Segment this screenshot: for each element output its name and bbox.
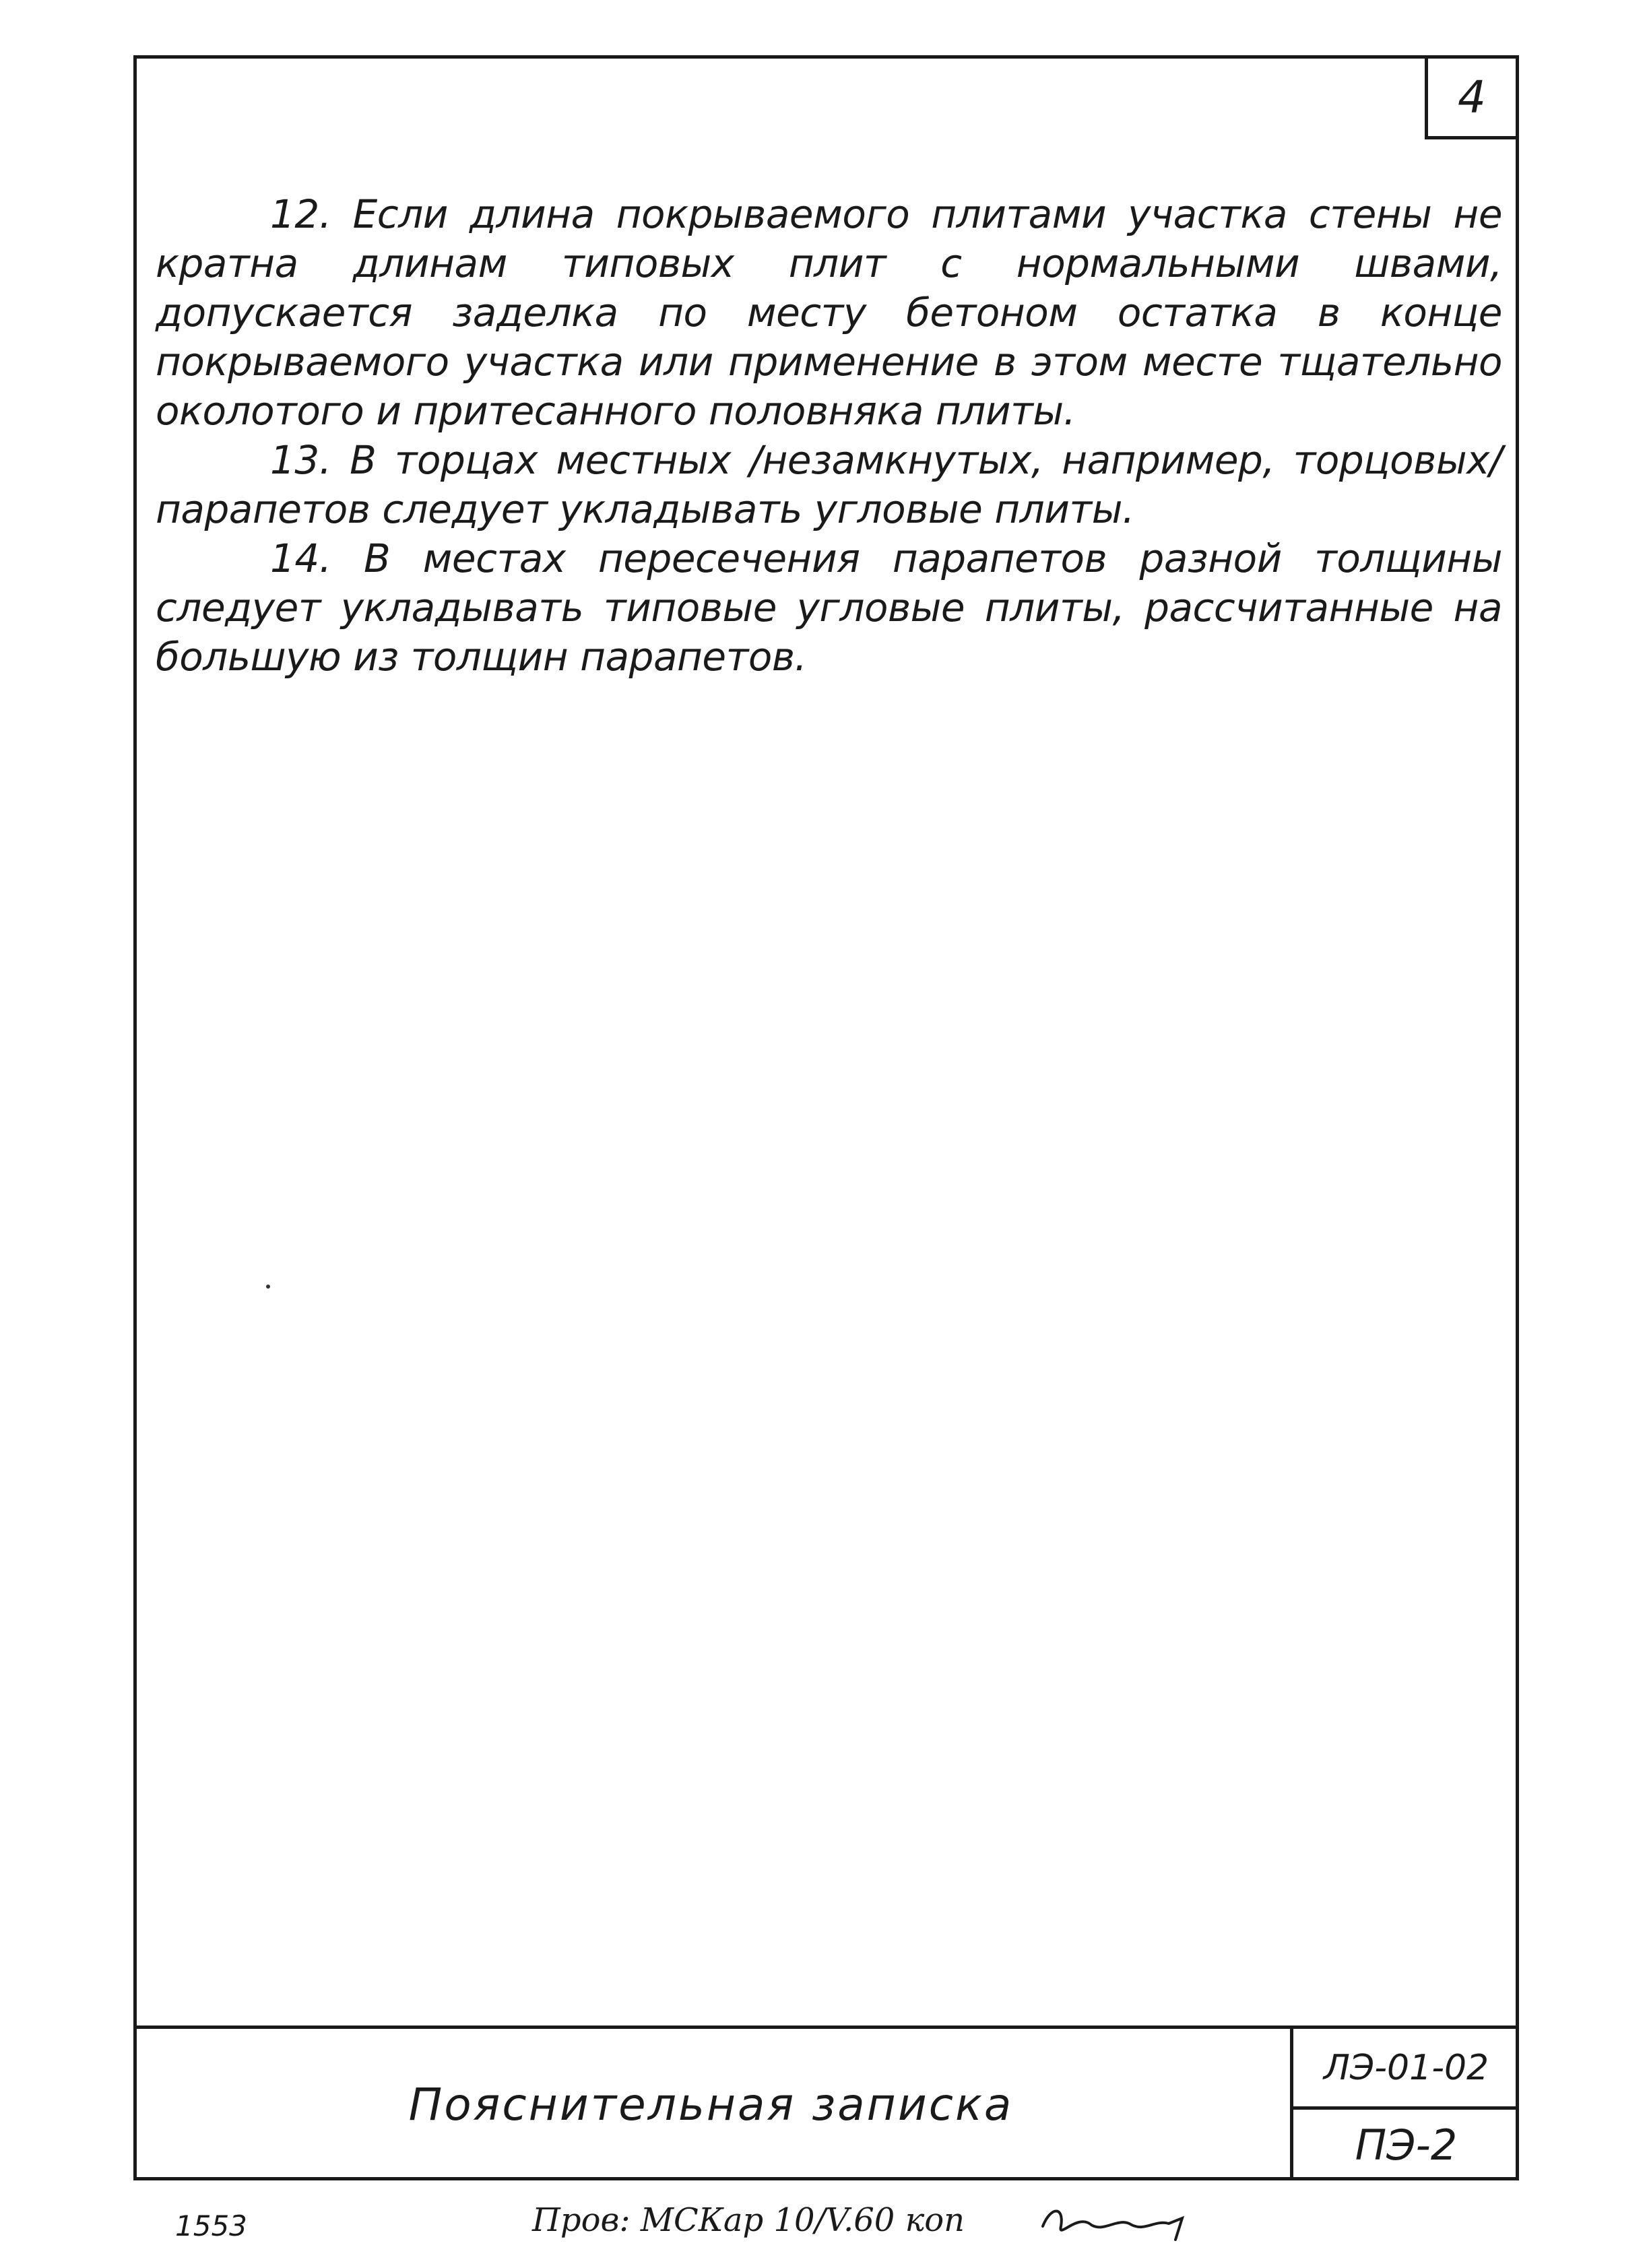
- footer-number: 1553: [175, 2209, 247, 2242]
- drawing-sheet: [133, 55, 1519, 2180]
- paragraph-12: 12. Если длина покрываемого плитами участка стены не кратна длинам типовых плит с нормальными швами, допускается заделка по месту бетоном остатка в конце покрываемого участка или применение в этом месте тщательно околотого и притесанного половняка плиты.: [156, 191, 1502, 434]
- paragraph-14: 14. В местах пересечения парапетов разной толщины следует укладывать типовые угловые плиты, рассчитанные на большую из толщин парапетов.: [156, 536, 1502, 680]
- footer-check-note: Пров: МСКар 10/V.60 коп: [532, 2201, 965, 2239]
- explanatory-text: [156, 190, 1502, 682]
- handwritten-signature: [1037, 2199, 1199, 2246]
- document-title: Пояснительная записка: [408, 2079, 1014, 2131]
- page-number: 4: [1425, 55, 1519, 139]
- sheet-designation: ПЭ-2: [1290, 2110, 1519, 2180]
- document-code: ЛЭ-01-02: [1290, 2029, 1519, 2110]
- paragraph-13: 13. В торцах местных /незамкнутых, например, торцовых/ парапетов следует укладывать угловые плиты.: [156, 437, 1502, 532]
- title-block: [133, 2026, 1519, 2180]
- stray-mark: [266, 1285, 270, 1289]
